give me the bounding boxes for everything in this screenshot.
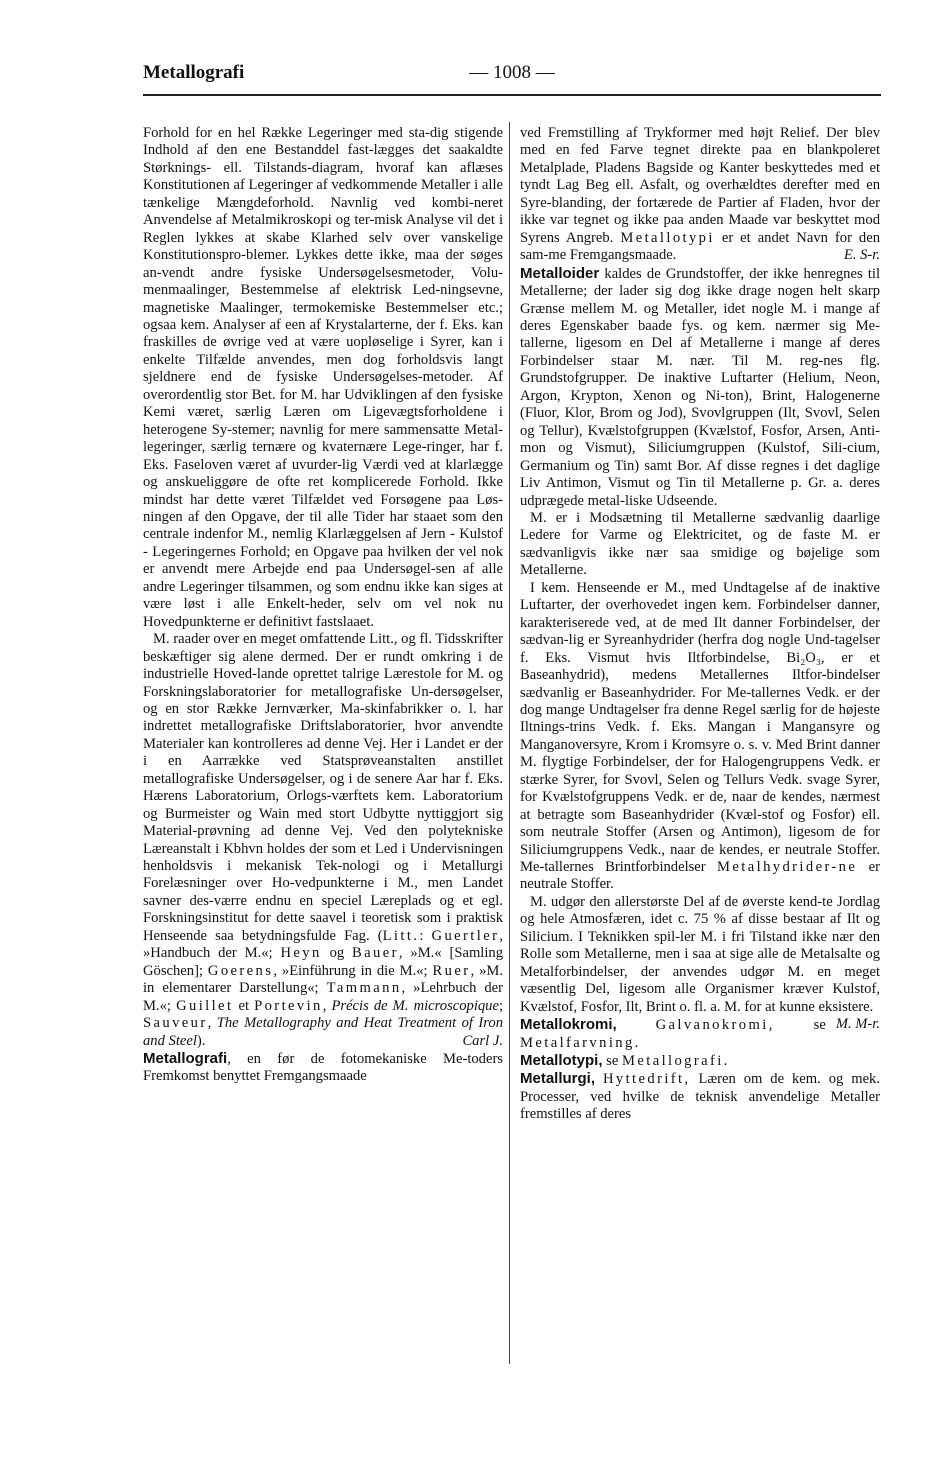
headword: Metallografi [143,1050,228,1068]
paragraph: Forhold for en hel Række Legeringer med sta-dig stigende Indhold af den ene Bestanddel fast-lægges det saakaldte Størknings- ell. Tilstands-diagram, hvoraf kan aflæses Konstitutionen af Legeringer af vedkommende Metaller i alle tænkelige Mængdeforhold. Navnlig ved kombi-neret Anvendelse af Metalmikroskopi og ter-misk Analyse vil det i Reglen lykkes at skabe Klarhed selv over vanskelige Konstitutionspro-blemer. Lykkes dette ikke, maa der søges an-vendt andre fysiske Undersøgelsesmetoder, Volu-menmaalinger, Bestemmelse af elektrisk Led-ningsevne, magnetiske Maalinger, termokemiske Bestemmelser etc.; ogsaa kem. Analyser af een af Krystalarterne, der f. Eks. kan fraskilles de øvrige ved at være uopløselige i Syrer, kan i enkelte Tilfælde anvendes, men dog forholdsvis langt sjeldnere end de fysiske Undersøgelses-metoder. Af overordentlig stor Bet. for M. har Udviklingen af den fysiske Kemi været, særlig Læren om Ligevægtsforholdene i heterogene Sy-stemer; navnlig for mere sammensatte Metal-legeringer, særlig ternære og kvaternære Lege-ringer, har f. Eks. Faseloven været af uvurder-lig Værdi ved at klarlægge og anskueliggøre de ofte ret komplicerede Forhold. Ikke mindst har dette været Tilfældet ved Forsøgene paa Løs-ningen af den Opgave, der til alle Tider har staaet som den centrale indenfor M., nemlig Klarlæggelsen af Jern - Kulstof - Legeringernes Forhold; en Opgave paa hvilken der vel nok er anvendt mere Arbejde end paa Undersøgel-sen af alle andre Legeringer tilsammen, og som endnu ikke kan siges at være løst i alle Enkelt-heder, selv om vel nok nu Hovedpunkterne er definitivt fastslaaet. [143,125,503,630]
left-column [143,125,503,1086]
headword: Metallokromi, [520,1016,617,1034]
entry-metallografi: Metallografi, en før de fotomekaniske Me-toders Fremkomst benyttet Fremgangsmaade [143,1050,503,1085]
paragraph: M. udgør den allerstørste Del af de øverste kend-te Jordlag og hele Atmosfæren, idet c. 75 % af disse bestaar af Ilt og Silicium. I Teknikken spil-ler M. i fri Tilstand ikke nær den Rolle som Metallerne, men i saa at sige alle de Metalsalte og Metalforbindelser, der anvendes udgør M. en meget væsentlig Del, ligesom alle Organismer kræver Kulstof, Kvælstof, Fosfor, Ilt, Brint o. fl. a. M. for at kunne eksistere. M. M-r. [520,893,880,1033]
litt-label: Litt. [382,927,420,944]
paragraph: ved Fremstilling af Trykformer med højt Relief. Der blev med en fed Farve tegnet direkte paa en blankpoleret Metalplade, Pladens Bagside og Kanter beskyttedes med et tyndt Lag Beg ell. Asfalt, og overhældtes derefter med en Syre-blanding, der fortærede de Partier af Fladen, hvor der ikke var tegnet og ikke paa anden Maade var beskyttet mod Syrens Angreb. Metallotypi er et andet Navn for den sam-me Fremgangsmaade. E. S-r. [520,125,881,264]
paragraph-literature: M. raader over en meget omfattende Litt., og fl. Tidsskrifter beskæftiger sig alene dermed. Der er rundt omkring i de industrielle Hoved-lande oprettet talrige Lærestole for M. og Forskningslaboratorier for metallografiske Un-dersøgelser, og en stor Række Jernværker, Ma-skinfabrikker o. l. har indrettet metallografiske Driftslaboratorier, hvor anvendte Materialer kan kontrolleres ad denne Vej. Her i Landet er der i en Aarrække ved Statsprøveanstalten anstillet metallografiske Undersøgelser, og i de senere Aar har f. Eks. Hærens Laboratorium, Orlogs-værftets kem. Laboratorium og Burmeister og Wain med stort Udbytte nyttiggjort sig Material-prøvning ad denne Vej. Ved den polytekniske Læreanstalt i Kbhvn holdes der som et Led i Undervisningen henholdsvis i mekanisk Tek-nologi og i Metallurgi Forelæsninger over Ho-vedpunkterne i M., men Landet savner des-værre endnu en speciel Læreplads og et egl. Forskningsinstitut for dette saavel i teoretisk som i praktisk Henseende saa betydningsfulde Fag. (Litt.: Guertler, »Handbuch der M.«; Heyn og Bauer, »M.« [Samling Göschen]; Goerens, »Einführung in die M.«; Ruer, »M. in elementarer Darstellung«; Tammann, »Lehrbuch der M.«; Guillet et Portevin, Précis de M. microscopique; Sauveur, The Metallography and Heat Treatment of Iron and Steel). Carl J. [143,631,504,1049]
entry-metallokromi: Metallokromi, Galvanokromi, se Metalfarvning. [520,1016,826,1051]
page-header [143,62,881,98]
paragraph: I kem. Henseende er M., med Undtagelse af de inaktive Luftarter, der overhovedet ingen kem. Forbindelser danner, karakteriserede ved, at de med Ilt danner Forbindelser, der sædvan-lig er Syreanhydrider (herfra dog nogle Und-tagelser f. Eks. Vismut hvis Iltforbindelse, Bi₂O₃, er et Baseanhydrid), medens Metallernes Iltfor-bindelser sædvanlig er Baseanhydrider. For Me-tallernes Vedk. er der dog mange Undtagelser fra denne Regel særlig for de højeste Iltnings-trins Vedk. f. Eks. Mangan i Mangansyre og Manganoversyre, Krom i Kromsyre o. s. v. Med Brint danner M. flygtige Forbindelser, der for Halogengruppens Vedk. er stærke Syrer, for Svovl, Selen og Tellurs Vedk. svage Syrer, for Kvælstofgruppens Vedk. er de, naar de kendes, nærmest at betragte som Baseanhydrider (Kvæl-stof og Fosfor) ell. som neutrale Stoffer (Arsen og Antimon), ligesom de for Siliciumgruppens Vedk., naar de kendes, er neutrale Stoffer. Me-tallernes Brintforbindelser Metalhydrider-ne er neutrale Stoffer. [520,579,880,893]
entry-metallotypi: Metallotypi, se Metallografi. [520,1052,730,1070]
page-number: — 1008 — [469,62,555,83]
author-signature: Carl J. [462,1032,503,1049]
column-divider [509,122,510,1364]
entry-metalloider: Metalloider kaldes de Grundstoffer, der ikke henregnes til Metallerne; der lader sig dog ikke drage nogen helt skarp Grænse mellem M. og Metaller, idet nogle M. i mange af deres Egenskaber baade fys. og kem. nærmer sig Me-tallerne, ligesom en Del af Metallerne i mange af deres Forbindelser staar M. nær. Til M. reg-nes flg. Grundstofgrupper. De inaktive Luftarter (Helium, Neon, Argon, Krypton, Xenon og Ni-ton), Brint, Halogenerne (Fluor, Klor, Brom og Jod), Svovlgruppen (Ilt, Svovl, Selen og Tellur), Kvælstofgruppen (Kvælstof, Fosfor, Arsen, Anti-mon og Vismut), Siliciumgruppen (Kulstof, Sili-cium, Germanium og Tin) samt Bor. Af disse regnes i det daglige Liv Antimon, Vismut og Tin til Metallerne p. Gr. a. deres udprægede metal-liske Udseende. [520,264,880,509]
entry-metallurgi: Metallurgi, Hyttedrift, Læren om de kem. og mek. Processer, ved hvilke de teknisk anvendelige Metaller fremstilles af deres [520,1070,880,1123]
right-column [520,125,880,1124]
headword: Metallotypi, [520,1052,603,1070]
author-signature: M. M-r. [835,1016,880,1033]
headword: Metallurgi, [520,1070,596,1088]
paragraph: M. er i Modsætning til Metallerne sædvanlig daarlige Ledere for Varme og Elektricitet, og de faste M. er sædvanligvis ikke nær saa smidige og bøjelige som Metallerne. [520,509,880,579]
author-signature: E. S-r. [843,247,880,264]
running-title: Metallografi [143,62,245,83]
headword: Metalloider [520,264,600,282]
header-rule [143,94,881,96]
